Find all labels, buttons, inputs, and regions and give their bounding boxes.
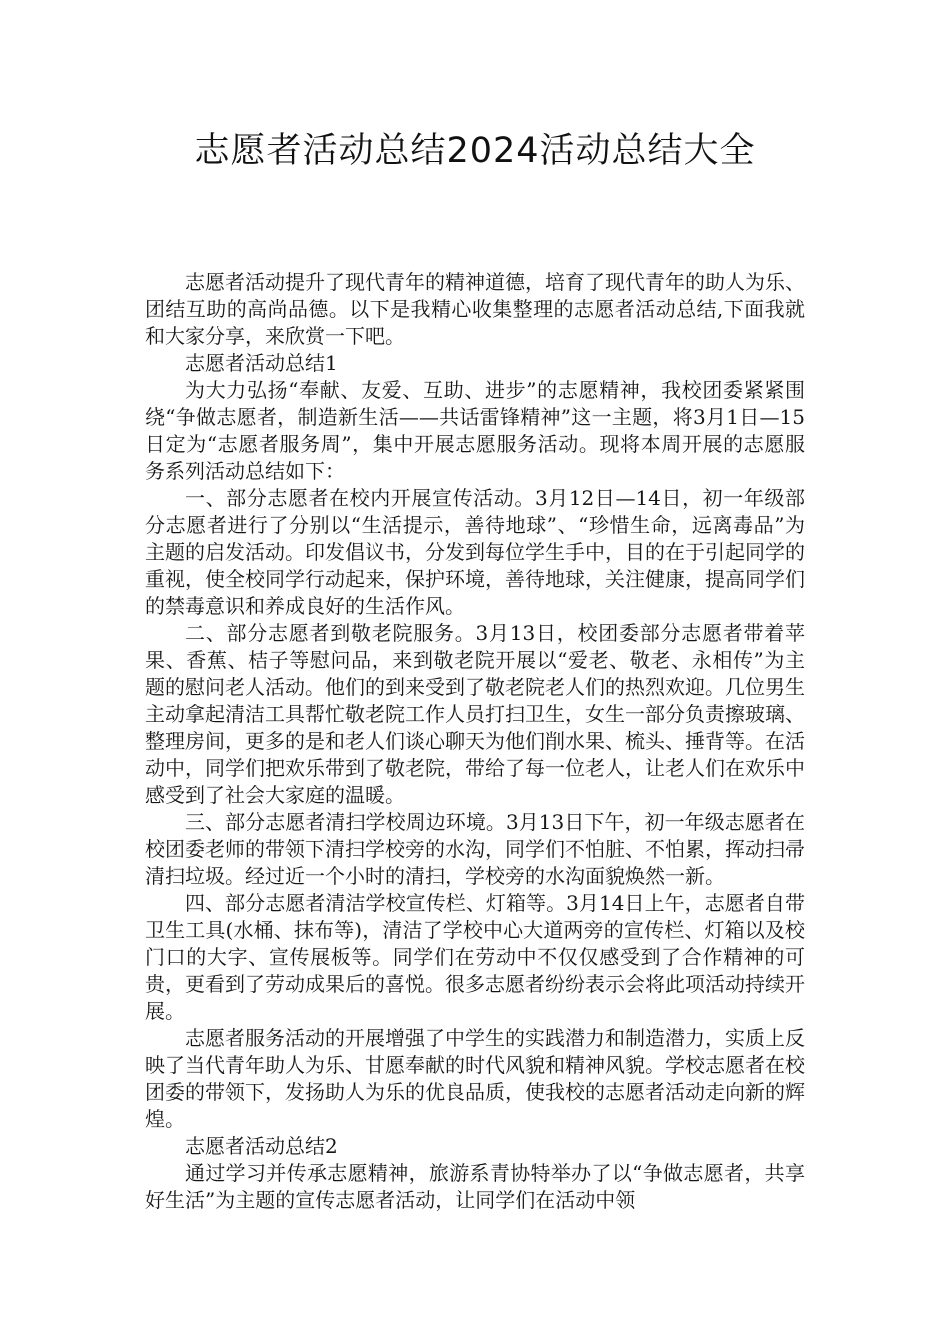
paragraph-conclusion-1: 志愿者服务活动的开展增强了中学生的实践潜力和制造潜力，实质上反映了当代青年助人为乐、甘愿奉献的时代风貌和精神风貌。学校志愿者在校团委的带领下，发扬助人为乐的优良品质，使我校的志愿者活动走向新的辉煌。 <box>145 1026 805 1131</box>
paragraph-summary-2-intro: 通过学习并传承志愿精神，旅游系青协特举办了以“争做志愿者，共享好生活”为主题的宣传志愿者活动，让同学们在活动中领 <box>145 1161 805 1212</box>
paragraph-intro: 志愿者活动提升了现代青年的精神道德，培育了现代青年的助人为乐、团结互助的高尚品德。以下是我精心收集整理的志愿者活动总结,下面我就和大家分享，来欣赏一下吧。 <box>145 270 805 348</box>
document-title: 志愿者活动总结2024活动总结大全 <box>194 131 756 171</box>
section-heading-1: 志愿者活动总结1 <box>185 351 338 375</box>
document-body <box>145 269 805 1214</box>
paragraph-summary-1-intro: 为大力弘扬“奉献、友爱、互助、进步”的志愿精神，我校团委紧紧围绕“争做志愿者，制造新生活——共话雷锋精神”这一主题，将3月1日—15日定为“志愿者服务周”，集中开展志愿服务活动。现将本周开展的志愿服务系列活动总结如下： <box>145 378 805 483</box>
paragraph-item-2: 二、部分志愿者到敬老院服务。3月13日，校团委部分志愿者带着苹果、香蕉、桔子等慰问品，来到敬老院开展以“爱老、敬老、永相传”为主题的慰问老人活动。他们的到来受到了敬老院老人们的热烈欢迎。几位男生主动拿起清洁工具帮忙敬老院工作人员打扫卫生，女生一部分负责擦玻璃、整理房间，更多的是和老人们谈心聊天为他们削水果、梳头、捶背等。在活动中，同学们把欢乐带到了敬老院，带给了每一位老人，让老人们在欢乐中感受到了社会大家庭的温暖。 <box>145 621 805 807</box>
paragraph-item-3: 三、部分志愿者清扫学校周边环境。3月13日下午，初一年级志愿者在校团委老师的带领下清扫学校旁的水沟，同学们不怕脏、不怕累，挥动扫帚清扫垃圾。经过近一个小时的清扫，学校旁的水沟面貌焕然一新。 <box>145 810 805 888</box>
section-heading-2: 志愿者活动总结2 <box>185 1134 338 1158</box>
paragraph-item-1: 一、部分志愿者在校内开展宣传活动。3月12日—14日，初一年级部分志愿者进行了分别以“生活提示，善待地球”、“珍惜生命，远离毒品”为主题的启发活动。印发倡议书，分发到每位学生手中，目的在于引起同学的重视，使全校同学行动起来，保护环境，善待地球，关注健康，提高同学们的禁毒意识和养成良好的生活作风。 <box>145 486 805 618</box>
paragraph-item-4: 四、部分志愿者清洁学校宣传栏、灯箱等。3月14日上午，志愿者自带卫生工具(水桶、抹布等)，清洁了学校中心大道两旁的宣传栏、灯箱以及校门口的大字、宣传展板等。同学们在劳动中不仅仅感受到了合作精神的可贵，更看到了劳动成果后的喜悦。很多志愿者纷纷表示会将此项活动持续开展。 <box>145 891 805 1023</box>
